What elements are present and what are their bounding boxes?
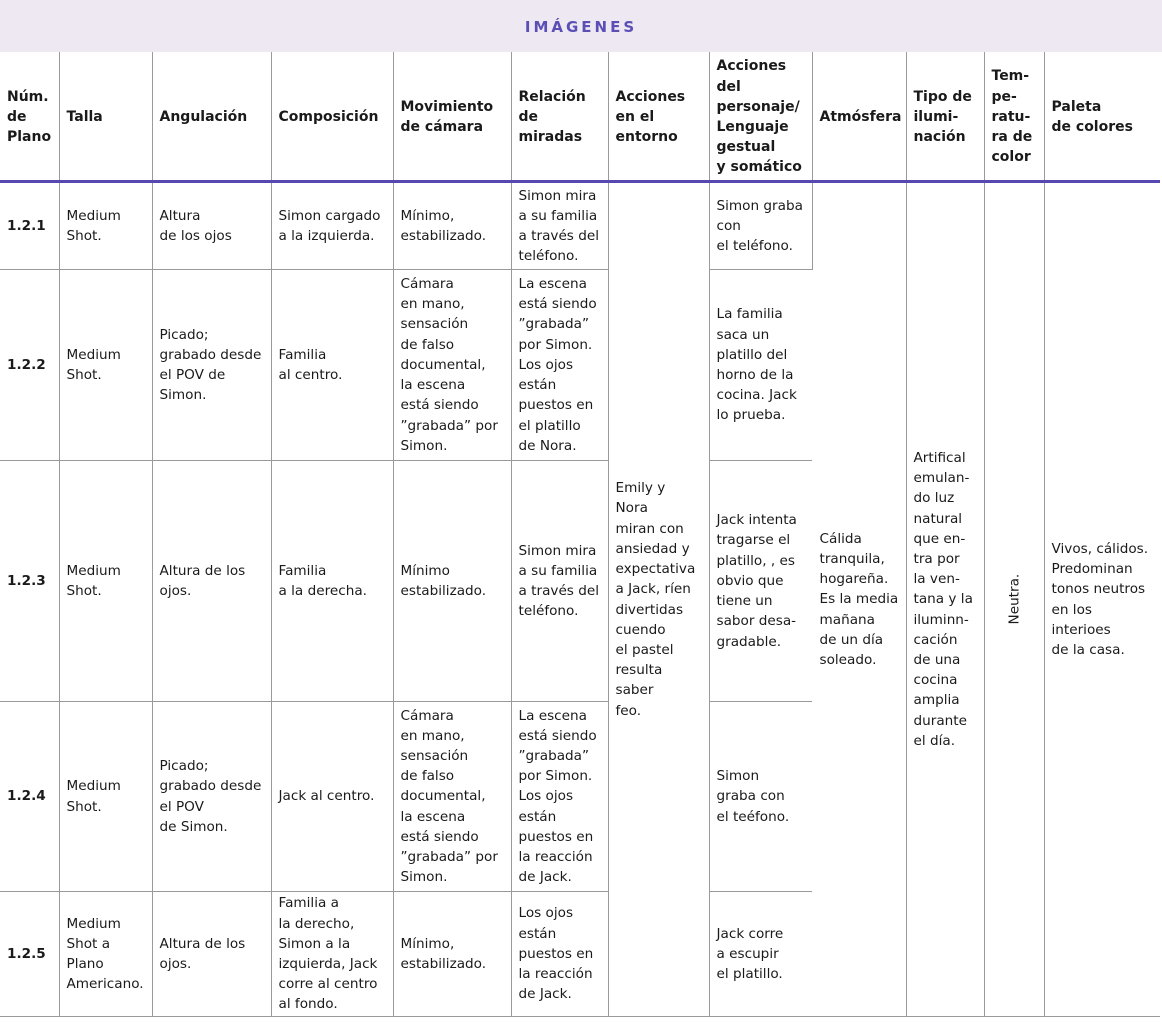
- section-title: IMÁGENES: [524, 18, 638, 36]
- cell-angulacion: Altura de los ojos.: [152, 461, 271, 702]
- header-label: Composición: [278, 108, 379, 125]
- cell-iluminacion: Artifical emulan- do luz natural que en- tra por la ven- tana y la iluminn- cación de una cocina amplia durante el día.: [906, 182, 984, 1017]
- cell-angulacion: Altura de los ojos: [152, 182, 271, 270]
- cell-num-plano: 1.2.4: [0, 702, 59, 892]
- cell-talla: Medium Shot a Plano Americano.: [59, 892, 152, 1017]
- cell-composicion: Simon cargado a la izquierda.: [271, 182, 393, 270]
- cell-atmosfera: Cálida tranquila, hogareña. Es la media mañana de un día soleado.: [812, 182, 906, 1017]
- cell-miradas: Simon mira a su familia a través del teléfono.: [511, 461, 608, 702]
- cell-miradas: Simon mira a su familia a través del teléfono.: [511, 182, 608, 270]
- header-talla: [59, 52, 152, 182]
- header-entorno: [608, 52, 709, 182]
- header-label: Núm. de Plano: [7, 88, 52, 146]
- cell-composicion: Familia al centro.: [271, 270, 393, 461]
- header-row: [0, 52, 1160, 182]
- header-movimiento: [393, 52, 511, 182]
- header-label: Relación de miradas: [518, 88, 586, 146]
- shot-table: [0, 52, 1160, 1017]
- cell-num-plano: 1.2.2: [0, 270, 59, 461]
- cell-movimiento: Mínimo estabilizado.: [393, 461, 511, 702]
- header-label: Angulación: [159, 108, 248, 125]
- header-label: Talla: [66, 108, 103, 125]
- header-label: Acciones en el entorno: [615, 88, 686, 146]
- cell-talla: Medium Shot.: [59, 270, 152, 461]
- header-label: Movimiento de cámara: [400, 98, 494, 135]
- header-miradas: [511, 52, 608, 182]
- table-row: [0, 182, 1160, 270]
- cell-personaje: Jack corre a escupir el platillo.: [709, 892, 812, 1017]
- cell-num-plano: 1.2.1: [0, 182, 59, 270]
- cell-personaje: Simon graba con el teléfono.: [709, 182, 812, 270]
- header-label: Acciones del personaje/ Lenguaje gestual y somático: [716, 58, 802, 176]
- cell-composicion: Jack al centro.: [271, 702, 393, 892]
- header-composicion: [271, 52, 393, 182]
- header-personaje: [709, 52, 812, 182]
- section-banner: [0, 0, 1162, 52]
- header-paleta: [1044, 52, 1160, 182]
- cell-personaje: Simon graba con el teéfono.: [709, 702, 812, 892]
- cell-movimiento: Cámara en mano, sensación de falso documental, la escena está siendo ”grabada” por Simon.: [393, 270, 511, 461]
- cell-paleta: Vivos, cálidos. Predominan tonos neutros en los interioes de la casa.: [1044, 182, 1160, 1017]
- cell-composicion: Familia a la derecha.: [271, 461, 393, 702]
- cell-entorno: Emily y Nora miran con ansiedad y expectativa a Jack, ríen divertidas cuendo el pastel resulta saber feo.: [608, 182, 709, 1017]
- cell-composicion: Familia a la derecho, Simon a la izquierda, Jack corre al centro al fondo.: [271, 892, 393, 1017]
- cell-personaje: Jack intenta tragarse el platillo, , es obvio que tiene un sabor desa- gradable.: [709, 461, 812, 702]
- cell-angulacion: Altura de los ojos.: [152, 892, 271, 1017]
- cell-angulacion: Picado; grabado desde el POV de Simon.: [152, 702, 271, 892]
- header-iluminacion: [906, 52, 984, 182]
- cell-talla: Medium Shot.: [59, 461, 152, 702]
- header-label: Tem- pe- ratu- ra de color: [991, 68, 1033, 166]
- cell-miradas: La escena está siendo ”grabada” por Simon. Los ojos están puestos en la reacción de Jack.: [511, 702, 608, 892]
- cell-miradas: Los ojos están puestos en la reacción de Jack.: [511, 892, 608, 1017]
- cell-angulacion: Picado; grabado desde el POV de Simon.: [152, 270, 271, 461]
- header-label: Tipo de ilumi- nación: [913, 88, 972, 146]
- cell-personaje: La familia saca un platillo del horno de la cocina. Jack lo prueba.: [709, 270, 812, 461]
- header-temperatura: [984, 52, 1044, 182]
- header-label: Paleta de colores: [1051, 98, 1133, 135]
- header-atmosfera: [812, 52, 906, 182]
- cell-movimiento: Mínimo, estabilizado.: [393, 892, 511, 1017]
- header-angulacion: [152, 52, 271, 182]
- cell-num-plano: 1.2.5: [0, 892, 59, 1017]
- cell-miradas: La escena está siendo ”grabada” por Simon. Los ojos están puestos en el platillo de Nora.: [511, 270, 608, 461]
- cell-talla: Medium Shot.: [59, 182, 152, 270]
- cell-movimiento: Cámara en mano, sensación de falso documental, la escena está siendo ”grabada” por Simon.: [393, 702, 511, 892]
- cell-num-plano: 1.2.3: [0, 461, 59, 702]
- cell-temperatura: [984, 182, 1044, 1017]
- cell-movimiento: Mínimo, estabilizado.: [393, 182, 511, 270]
- header-num-plano: [0, 52, 59, 182]
- cell-talla: Medium Shot.: [59, 702, 152, 892]
- temperatura-label: Neutra.: [1005, 574, 1022, 625]
- header-label: Atmósfera: [819, 108, 902, 125]
